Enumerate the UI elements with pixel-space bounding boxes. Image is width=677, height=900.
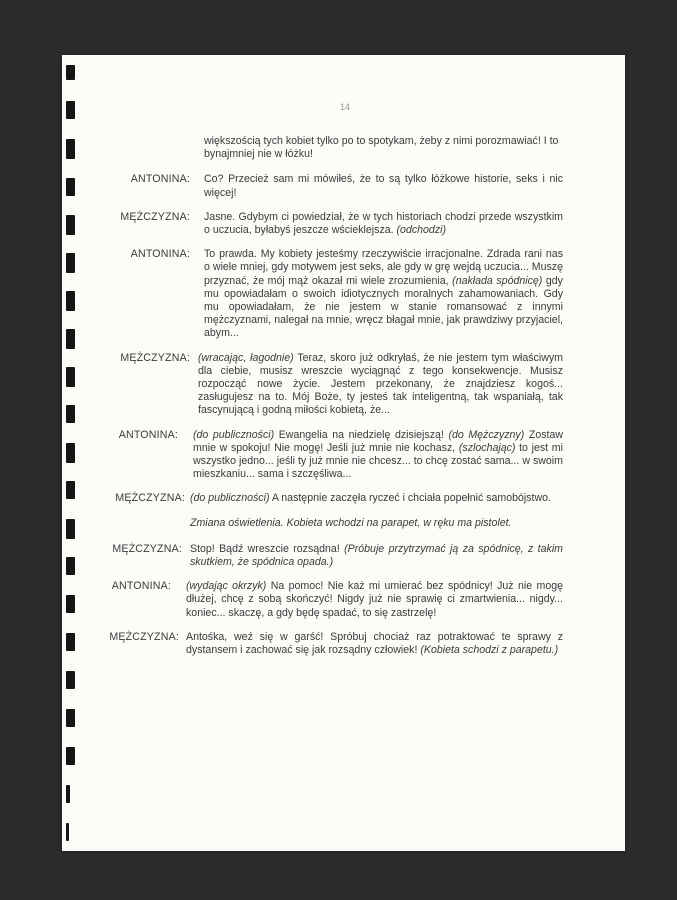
stage-note: (odchodzi): [396, 224, 446, 237]
speaker-label: MĘŻCZYZNA:: [112, 542, 182, 555]
dialogue-entry: [62, 173, 625, 199]
stage-note: (do Mężczyzny): [448, 428, 525, 441]
stage-note: (wydając okrzyk): [186, 580, 267, 593]
script-page: [62, 55, 625, 851]
dialogue-entry: [62, 492, 625, 505]
stage-note: (Kobieta schodzi z parapetu.): [420, 644, 559, 657]
stage-note: (szlochając): [455, 441, 516, 454]
line-text: To prawda. My kobiety jesteśmy rzeczywiście irracjonalne. Zdrada rani nas o wiele mniej, gdy motywem jest seks, ale gdy w grę wejdą uczucia... Muszę przyznać, że mój mąż okazał mi wiele zrozumienia, (nakłada spódnicę) gdy mu opowiadałam o swoich idiotycznych moralnych zahamowaniach. Gdy mu opowiadałam, że nie jestem w stanie romansować z innymi mężczyznami, nalegał na mnie, wręcz błagał mnie, jak prawdziwy przyjaciel, abym...: [204, 248, 563, 340]
line-text: (wydając okrzyk) Na pomoc! Nie każ mi umierać bez spódnicy! Już nie mogę dłużej, chcę z sobą skończyć! Nigdy już nie sprawię ci zmartwienia... nigdy... koniec... skaczę, a gdy będę spadać, to się zastrzelę!: [186, 580, 563, 619]
line-text: Antośka, weź się w garść! Spróbuj chociaż raz potraktować te sprawy z dystansem i zachować się jak rozsądny człowiek! (Kobieta schodzi z parapetu.): [186, 630, 563, 657]
speaker-label: MĘŻCZYZNA:: [115, 492, 185, 505]
binding-hole: [66, 671, 75, 689]
binding-hole: [66, 785, 70, 803]
stage-note: (do publiczności): [193, 428, 275, 441]
dialogue-entry: [62, 211, 625, 237]
line-text: Jasne. Gdybym ci powiedział, że w tych historiach chodzi przede wszystkim o uczucia, byłabyś jeszcze wścieklejsza. (odchodzi): [204, 210, 563, 237]
stage-direction: Zmiana oświetlenia. Kobieta wchodzi na parapet, w ręku ma pistolet.: [190, 516, 512, 529]
line-text: Stop! Bądź wreszcie rozsądna! (Próbuje przytrzymać ją za spódnicę, z takim skutkiem, że spódnica opada.): [190, 542, 563, 569]
stage-note: (do publiczności): [190, 492, 270, 505]
speaker-label: MĘŻCZYZNA:: [120, 210, 190, 223]
line-text: (do publiczności) A następnie zaczęła ryczeć i chciała popełnić samobójstwo.: [190, 492, 551, 505]
speaker-label: ANTONINA:: [130, 248, 190, 261]
stage-note: (wracając, łagodnie): [198, 351, 294, 364]
dialogue-entry: [62, 580, 625, 620]
speaker-label: ANTONINA:: [111, 580, 171, 593]
speaker-label: ANTONINA:: [118, 428, 178, 441]
binding-hole: [66, 747, 75, 765]
speaker-label: ANTONINA:: [130, 173, 190, 186]
dialogue-entry: [62, 543, 625, 569]
line-text: Co? Przecież sam mi mówiłeś, że to są tylko łóżkowe historie, seks i nic więcej!: [204, 173, 563, 199]
stage-note: (nakłada spódnicę): [448, 274, 543, 287]
dialogue-entry: [62, 248, 625, 340]
line-text: (wracając, łagodnie) Teraz, skoro już odkryłaś, że nie jestem tym właściwym dla ciebie, musisz wreszcie wyciągnąć z tego konsekwencje. Musisz rozpocząć nowe życie. Jestem przekonany, że znajdziesz kogoś... zasługujesz na to. Mój Boże, ty jesteś tak inteligentną, tak wspaniałą, tak fascynującą i godną miłości kobietą, że...: [198, 351, 563, 417]
dialogue-entry: [62, 429, 625, 482]
binding-hole: [66, 823, 69, 841]
dialogue-entry: [62, 352, 625, 418]
stage-note: (Próbuje przytrzymać ją za spódnicę, z takim skutkiem, że spódnica opada.): [190, 542, 563, 569]
script-body: [62, 135, 625, 668]
continuation-text: większością tych kobiet tylko po to spotykam, żeby z nimi porozmawiać! I to bynajmniej nie w łóżku!: [204, 135, 559, 161]
dialogue-entry: [62, 631, 625, 657]
page-number: 14: [340, 102, 351, 112]
speaker-label: MĘŻCZYZNA:: [120, 351, 190, 364]
speaker-label: MĘŻCZYZNA:: [109, 630, 179, 643]
binding-hole: [66, 65, 75, 80]
binding-hole: [66, 709, 75, 727]
line-text: (do publiczności) Ewangelia na niedzielę dzisiejszą! (do Mężczyzny) Zostaw mnie w spokoju! Nie mogę! Jeśli już mnie nie kochasz, (szlochając) to jest mi wszystko jedno... jeśli ty już mnie nie chcesz... to chcę zostać sama... w swoim mieszkaniu... sama i szczęśliwa...: [193, 428, 563, 481]
binding-hole: [66, 101, 75, 119]
